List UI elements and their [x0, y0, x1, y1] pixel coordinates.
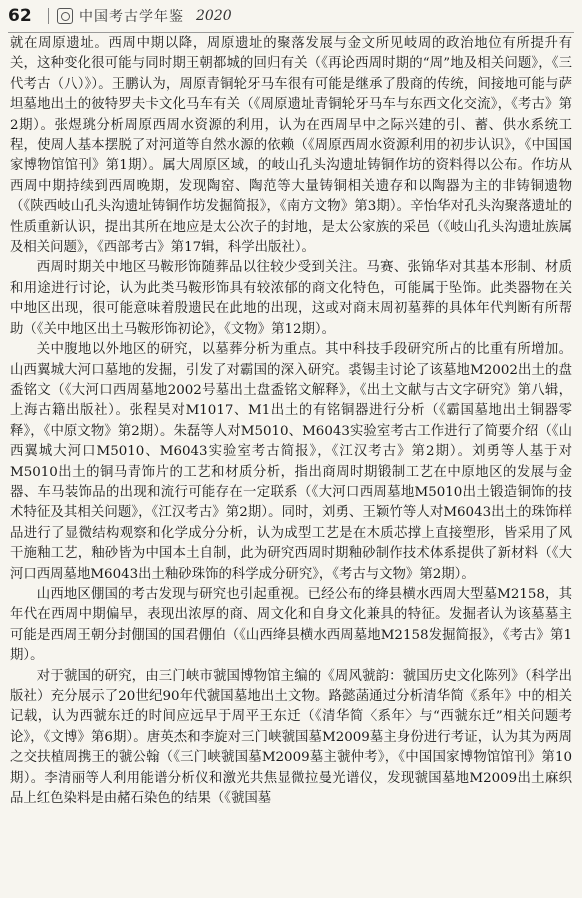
header-divider: [48, 8, 49, 24]
paragraph: 就在周原遗址。西周中期以降，周原遗址的聚落发展与金文所见岐周的政治地位有所提升有关，这种变化很可能与同时期王朝都城的回归有关（《再论西周时期的“周”地及相关问题》，《三代考古（八）》）。王鹏认为，周原青铜轮牙马车很有可能是继承了殷商的传统，间接地可能与萨坦墓地出土的彼特罗夫卡文化马车有关（《周原遗址青铜轮牙马车与东西文化交流》，《考古》第2期）。张煜珧分析周原西周水资源的利用，认为在西周早中之际兴建的引、蓄、供水系统工程，使周人基本摆脱了对河道等自然水源的依赖（《周原西周水资源利用的初步认识》，《中国国家博物馆馆刊》第1期）。属大周原区域，的岐山孔头沟遗址铸铜作坊的资料得以公布。作坊从西周中期持续到西周晚期，发现陶窑、陶范等大量铸铜相关遗存和以陶器为主的非铸铜遗物（《陕西岐山孔头沟遗址铸铜作坊发掘简报》，《南方文物》第3期）。辛怡华对孔头沟聚落遗址的性质重新认识，提出其所在地应是太公次子的封地，是太公家族的采邑（《岐山孔头沟遗址族属及相关问题》，《西部考古》第17辑，科学出版社）。: [10, 36, 572, 256]
paragraph: 关中腹地以外地区的研究，以墓葬分析为重点。其中科技手段研究所占的比重有所增加。山西翼城大河口墓地的发掘，引发了对霸国的深入研究。裘锡圭讨论了该墓地M2002出土的盘盉铭文（《大河口西周墓地2002号墓出土盘盉铭文解释》，《出土文献与古文字研究》第八辑，上海古籍出版社）。张程昊对M1017、M1出土的有铭铜器进行分析（《霸国墓地出土铜器零释》，《中原文物》第2期）。朱磊等人对M5010、M6043实验室考古工作进行了简要介绍（《山西翼城大河口M5010、M6043实验室考古简报》，《江汉考古》第2期）。刘勇等人基于对M5010出土的铜马青饰片的工艺和材质分析，指出商周时期锻制工艺在中原地区的发展与金器、车马装饰品的出现和流行可能存在一定联系（《大河口西周墓地M5010出土锻造铜饰的技术特征及其相关问题》，《江汉考古》第2期）。同时，刘勇、王颖竹等人对M6043出土的珠饰样品进行了显微结构观察和化学成分分析，认为成型工艺是在木质芯撑上直接塑形，皆采用了风干施釉工艺，釉砂皆为中国本土自制，此为研究西周时期釉砂制作技术体系提供了新材料（《大河口西周墓地M6043出土釉砂珠饰的科学成分研究》，《考古与文物》第2期）。: [10, 342, 572, 582]
page-number: 62: [8, 6, 32, 26]
paragraph: 山西地区倗国的考古发现与研究也引起重视。已经公布的绛县横水西周大型墓M2158，其年代在西周中期偏早，表现出浓厚的商、周文化和自身文化兼具的特征。发掘者认为该墓墓主可能是西周王朝分封倗国的国君倗伯（《山西绛县横水西周墓地M2158发掘简报》，《考古》第1期）。: [10, 586, 572, 664]
page-header: [0, 0, 582, 32]
journal-title: 中国考古学年鉴: [79, 9, 184, 25]
article-body: [10, 34, 572, 809]
journal-emblem-icon: [57, 8, 73, 24]
journal-year: 2020: [196, 8, 232, 24]
paragraph: 对于虢国的研究，由三门峡市虢国博物馆主编的《周风虢韵：虢国历史文化陈列》（科学出版社）充分展示了20世纪90年代虢国墓地出土文物。路懿菡通过分析清华简《系年》中的相关记载，认为西虢东迁的时间应远早于周平王东迁（《清华简〈系年〉与“西虢东迁”相关问题考论》，《文博》第6期）。唐英杰和李旋对三门峡虢国墓M2009墓主身份进行考证，认为其为两周之交扶植周携王的虢公翰（《三门峡虢国墓M2009墓主虢仲考》，《中国国家博物馆馆刊》第10期）。李清丽等人利用能谱分析仪和激光共焦显微拉曼光谱仪，发现虢国墓地M2009出土麻织品上红色染料是由赭石染色的结果（《虢国墓: [10, 668, 572, 807]
header-rule: [8, 32, 574, 33]
paragraph: 西周时期关中地区马鞍形饰随葬品以往较少受到关注。马赛、张锦华对其基本形制、材质和用途进行讨论，认为此类马鞍形饰具有较浓郁的商文化特色，可能属于坠饰。此类器物在关中地区出现，很可能意味着殷遗民在此地的出现，这或对商末周初墓葬的具体年代判断有所帮助（《关中地区出土马鞍形饰初论》，《文物》第12期）。: [10, 260, 572, 337]
